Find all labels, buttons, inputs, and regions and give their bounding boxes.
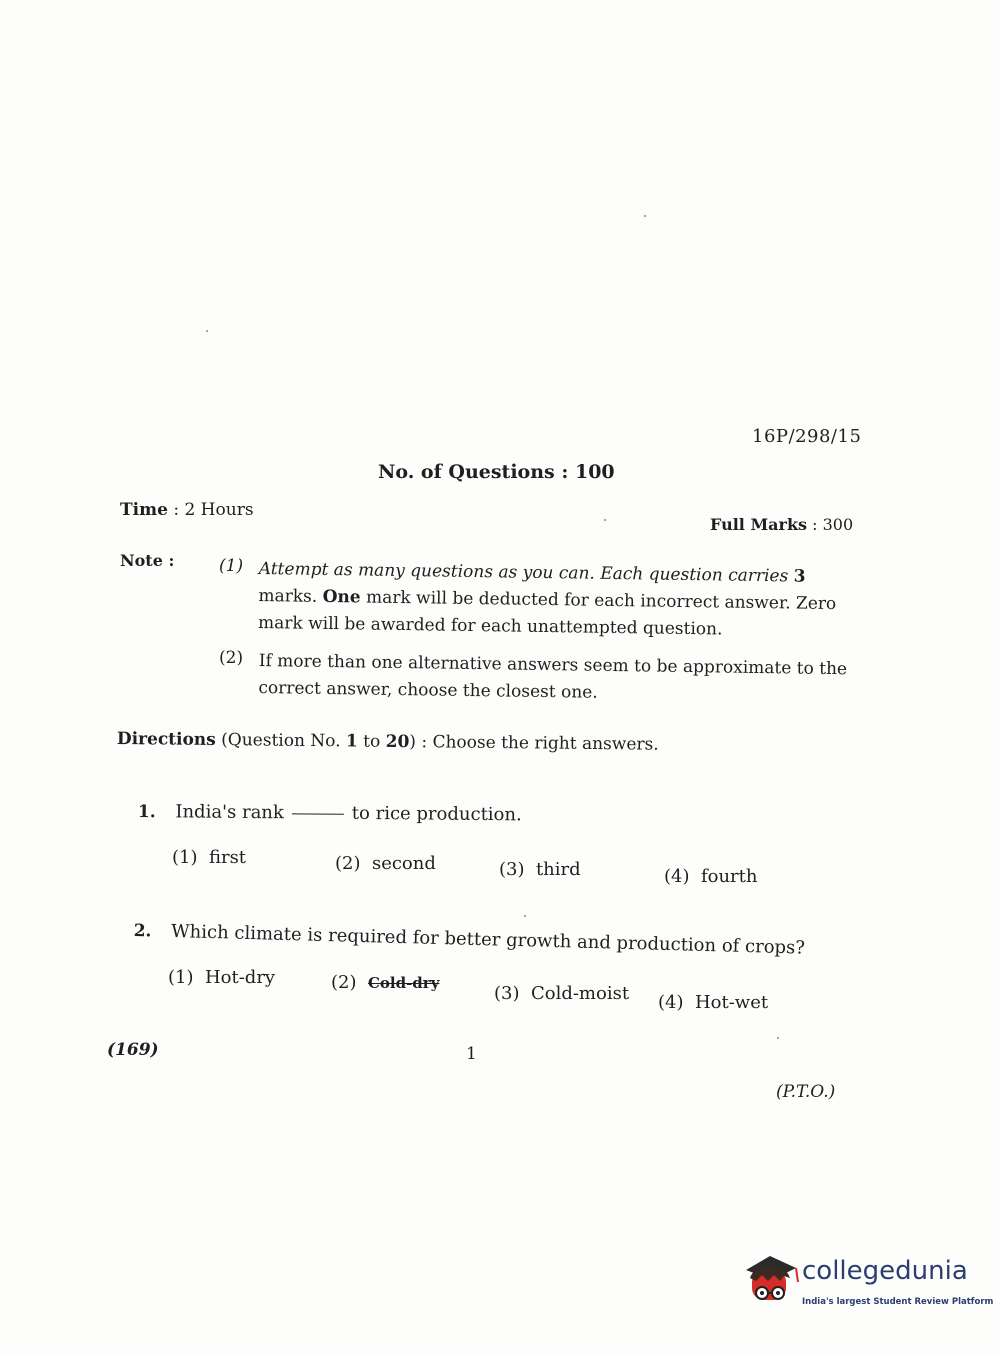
time-value: : 2 Hours [173,500,254,520]
option-label: third [535,859,581,880]
question-number: 2. [133,920,152,942]
directions-text: ) : Choose the right answers. [409,732,659,755]
option-number: (1) [172,847,198,868]
directions-label: Directions [116,729,216,751]
option-number: (4) [658,992,684,1013]
option [658,992,768,1013]
question-1 [138,801,522,825]
option-number: (3) [494,983,520,1004]
marks-value: : 300 [812,515,854,534]
option-label: Hot-dry [204,967,276,988]
option [168,967,275,988]
logo-name: collegedunia [802,1256,968,1286]
option [499,859,581,880]
note-text: Attempt as many questions as you can. Each question carries [258,558,794,587]
mascot-icon [740,1248,802,1318]
option-number: (4) [664,866,690,887]
note-bold: 3 [793,566,806,587]
directions-from: 1 [345,731,358,752]
option [494,983,629,1004]
option-number: (2) [335,853,361,874]
note-item-1 [258,556,859,645]
blank-line [292,813,344,814]
option-number: (1) [168,967,194,988]
directions [117,729,659,755]
directions-text: to [357,731,386,752]
full-marks [710,515,853,534]
note-item-2: If more than one alternative answers seem to be approximate to the correct answer, choose the closest one. [258,650,848,703]
question-text: India's rank [175,801,284,824]
question-number: 1. [137,801,156,823]
page-code: (169) [107,1040,159,1060]
note-item-number: (2) [219,648,244,668]
option-label-struck: Cold-dry [367,974,440,992]
option-label: first [208,847,247,868]
option-number: (2) [331,972,357,993]
note-text: marks. [258,585,323,607]
option [331,972,439,993]
option-label: Hot-wet [694,992,769,1013]
note-text: mark will be deducted for each incorrect answer. Zero mark will be awarded for each unattempted question. [257,587,837,640]
directions-to: 20 [385,731,410,753]
collegedunia-logo [740,1248,994,1320]
scan-speck [777,1037,779,1039]
logo-tagline: India's largest Student Review Platform [802,1297,994,1307]
note-item-number: (1) [219,556,244,576]
option [335,853,436,874]
paper-code: 16P/298/15 [752,426,862,447]
option-label: second [371,853,436,874]
scan-speck [644,215,646,217]
note-bold: One [322,586,361,608]
question-text: to rice production. [351,802,522,826]
option-number: (3) [499,859,525,880]
marks-label: Full Marks [710,515,808,534]
page-number: 1 [466,1044,477,1064]
question-text: Which climate is required for better growth and production of crops? [170,920,806,959]
scan-speck [604,519,606,521]
pto-label: (P.T.O.) [776,1082,836,1102]
exam-time [120,500,254,520]
scan-speck [524,915,526,917]
time-label: Time [120,500,168,520]
question-count: No. of Questions : 100 [378,461,615,483]
note-label: Note : [120,551,175,570]
directions-text: (Question No. [215,730,347,752]
option-label: Cold-moist [530,983,630,1004]
scan-speck [206,330,208,332]
option-label: fourth [700,866,758,887]
option [172,847,246,868]
question-2 [133,920,805,959]
option [664,866,757,887]
